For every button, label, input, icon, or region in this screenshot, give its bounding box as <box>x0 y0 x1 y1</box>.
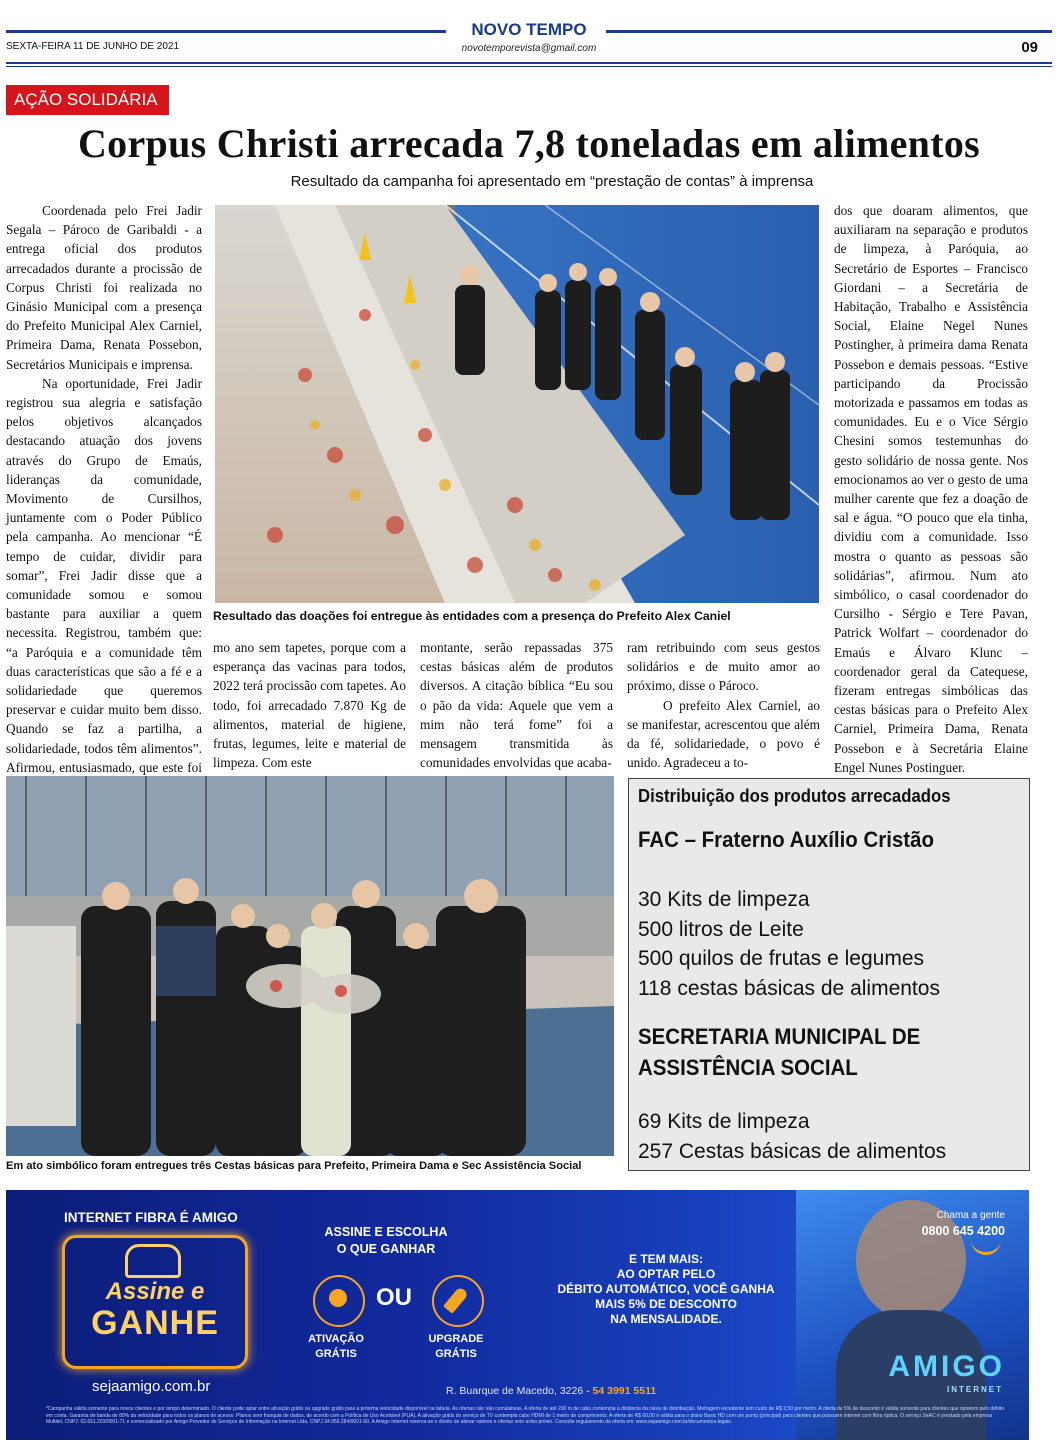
high-five-icon <box>125 1244 181 1278</box>
subheadline: Resultado da campanha foi apresentado em “prestação de contas” à imprensa <box>290 173 814 190</box>
promo-line: DÉBITO AUTOMÁTICO, VOCÊ GANHA <box>557 1282 775 1296</box>
article-column-1 <box>6 201 202 796</box>
promo-line: MAIS 5% DE DESCONTO <box>595 1297 737 1311</box>
section-tag: AÇÃO SOLIDÁRIA <box>6 85 169 115</box>
issue-date: SEXTA-FEIRA 11 DE JUNHO DE 2021 <box>6 41 180 52</box>
article-paragraph: mo ano sem tapetes, porque com a esperança das vacinas para todos, 2022 terá procissão com tapetes. Ao todo, foi arrecadado 7.870 Kg de alimentos, material de higiene, frutas, legumes, leite e material de limpeza. Com este <box>213 640 406 771</box>
promo-line: NA MENSALIDADE. <box>610 1312 722 1326</box>
group-list-fac <box>638 885 940 1003</box>
article-paragraph: dos que doaram alimentos, que auxiliaram na separação e produtos de limpeza, à Paróquia, ao Secretário de Esportes – Francisco Giordani – a Secretária de Habitação, Trabalho e Assistência Social, Elaine Negel Nunes Postingher, à primeira dama Renata Possebon e demais pessoas. “Estive participando da Procissão motorizada e passamos em todas as comunidades. Eu e o Vice Sérgio Chesini somos testemunhas do gesto solidário de nossa gente. Nos emocionamos ao ver o gesto de uma mulher carente que fez a doação de sal e água. “O pouco que ela tinha, dividiu com a comunidade. Isso mostra o quanto as pessoas são solidárias”, afirmou. Num ato simbólico, o casal coordenador do Cursilho - Sérgio e Tere Pavan, Patrick Wolfart – coordenador do Emaús e Álvaro Klunc – coordenador geral da Catequese, fizeram entregas simbólicas das cestas básicas para o Prefeito Alex Carniel, Primeira Dama, Renata Possebon e à Secretária Elaine Engel Nunes Postinguer. <box>834 203 1028 775</box>
masthead-title: NOVO TEMPO <box>471 20 587 39</box>
neon-sign <box>62 1235 248 1369</box>
activation-icon <box>313 1275 365 1327</box>
symbolic-delivery-photo <box>6 776 614 1156</box>
heading-line: O QUE GANHAR <box>336 1242 436 1256</box>
group-title-fac: FAC – Fraterno Auxílio Cristão <box>638 827 934 852</box>
masthead-email: novotemporevista@gmail.com <box>461 43 597 54</box>
group-title-social <box>638 1021 920 1083</box>
group-title-line: ASSISTÊNCIA SOCIAL <box>638 1055 858 1080</box>
page-number: 09 <box>1021 39 1038 56</box>
header-divider <box>6 62 1052 64</box>
article-paragraph: ram retribuindo com seus gestos solidários e de muito amor ao próximo, disse o Pároco. <box>627 640 820 694</box>
article-paragraph: montante, serão repassadas 375 cestas básicas além de produtos diversos. A citação bíblica “Eu sou o pão da vida: Aquele que vem a mim não terá fome” foi a mensagem transmitida às comunidades envolvidas que acaba- <box>420 640 613 771</box>
article-column-3 <box>420 638 613 772</box>
option-line: UPGRADE <box>428 1333 484 1345</box>
ad-phone[interactable]: 0800 645 4200 <box>921 1224 1005 1238</box>
promo-line: E TEM MAIS: <box>629 1252 703 1266</box>
option-upgrade <box>416 1332 496 1362</box>
neon-text-top: Assine e <box>105 1278 205 1305</box>
ad-tagline: INTERNET FIBRA É AMIGO <box>64 1210 238 1225</box>
donations-photo <box>215 205 819 603</box>
article-paragraph: O prefeito Alex Carniel, ao se manifestar, acrescentou que além da fé, solidariedade, o povo é unido. Agradeceu a to- <box>627 697 820 771</box>
option-activation <box>296 1332 376 1362</box>
ad-promo <box>526 1252 806 1327</box>
option-line: GRÁTIS <box>315 1348 357 1360</box>
ad-brand-sub: INTERNET <box>947 1385 1003 1394</box>
distribution-box <box>628 778 1030 1171</box>
list-item: 69 Kits de limpeza <box>638 1110 810 1133</box>
ad-or: OU <box>376 1284 412 1311</box>
list-item: 118 cestas básicas de alimentos <box>638 976 940 1000</box>
ad-fine-print: *Campanha válida somente para novos clientes e por tempo determinado. O cliente pode optar entre ativação grátis ou upgrade grátis para a próxima velocidade disponível na tabela. As ofertas não são cumulativas. A oferta de até 200 m de cabo contempla a distância da caixa de distribuição. Metragem excedente tem custo de R$ 2,50 por metro. A oferta de 5% de desconto é válida somente para clientes que optarem pelo débito em conta. Garantia de banda de 80% da velocidade para todos os planos de acesso. Planos sem franquia de dados, de acordo com a Política de Uso Aceitável (PUA). A ativação grátis do serviço de TV contempla cabo HDMI de 1 metro de comprimento. A oferta de R$ 60,00 é válida para o plano Basic HD com um ponto (principal) para clientes que possuem internet com fibra óptica. O serviço SeAC é prestado pela empresa Multitel, CNPJ: 02.651.203/0001-71 e comercializado por Amigo Provedor de Serviços de Informação na Internet Ltda, CNPJ 34.956.284/0001-60. A Amigo Internet reserva-se o direito de alterar valores e ofertas sem aviso prévio. Consulte regulamento da oferta em: www.sejaamigo.com.br/documentos-legais. <box>46 1406 1005 1425</box>
ad-brand-logo: AMIGO <box>888 1350 1005 1383</box>
neon-text-bottom: GANHE <box>91 1304 219 1342</box>
article-paragraph: Coordenada pelo Frei Jadir Segala – Pároco de Garibaldi - a entrega oficial dos produtos arrecadados durante a procissão de Corpus Christi foi realizada no Ginásio Municipal com a presença do Prefeito Municipal Alex Carniel, Primeira Dama, Renata Possebon, Secretários Municipais e imprensa. <box>6 203 202 372</box>
photo-caption: Em ato simbólico foram entregues três Cestas básicas para Prefeito, Primeira Dama e Sec Assistência Social <box>6 1160 582 1172</box>
option-line: ATIVAÇÃO <box>308 1333 364 1345</box>
rocket-icon <box>432 1275 484 1327</box>
option-line: GRÁTIS <box>435 1348 477 1360</box>
ad-call-label: Chama a gente <box>936 1210 1005 1221</box>
ad-address-line <box>446 1385 656 1397</box>
promo-line: AO OPTAR PELO <box>616 1267 716 1281</box>
article-paragraph: Na oportunidade, Frei Jadir registrou sua alegria e satisfação pelos objetivos alcançados destacando atuação dos jovens através do Grupo de Emaús, lideranças da comunidade, Movimento de Cursilhos, juntamente com o Poder Público pela campanha. Ao mencionar “É tempo de cuidar, dividir para somar”, Frei Jadir disse que a comunidade somou e somou bastante para auxiliar a quem necessita. Registrou, também que: “a Paróquia e a comunidade têm duas características que são a fé e a solidariedade que queremos preservar e cuidar muito bem disso. Quando se faz a partilha, a solidariedade, todos têm alimentos”. Afirmou, entusiasmado, que este foi <box>6 375 202 775</box>
advertisement <box>6 1190 1029 1440</box>
list-item: 30 Kits de limpeza <box>638 888 810 911</box>
ad-website[interactable]: sejaamigo.com.br <box>92 1378 211 1395</box>
list-item: 500 litros de Leite <box>638 917 804 941</box>
list-item: 257 Cestas básicas de alimentos <box>638 1139 947 1163</box>
ad-whatsapp[interactable]: - 54 3991 5511 <box>586 1385 657 1397</box>
box-title: Distribuição dos produtos arrecadados <box>638 786 951 806</box>
group-list-social <box>638 1107 946 1166</box>
headline: Corpus Christi arrecada 7,8 toneladas em alimentos <box>78 121 980 166</box>
photo-caption: Resultado das doações foi entregue às entidades com a presença do Prefeito Alex Caniel <box>213 609 731 623</box>
article-column-2 <box>213 638 406 772</box>
group-title-line: SECRETARIA MUNICIPAL DE <box>638 1024 921 1049</box>
ad-choose-heading <box>311 1224 461 1258</box>
heading-line: ASSINE E ESCOLHA <box>324 1225 448 1239</box>
ad-address: R. Buarque de Macedo, 3226 <box>446 1385 584 1397</box>
list-item: 500 quilos de frutas e legumes <box>638 947 925 970</box>
header-divider-thin <box>6 66 1052 67</box>
article-column-4 <box>627 638 820 772</box>
article-column-5 <box>834 201 1028 777</box>
